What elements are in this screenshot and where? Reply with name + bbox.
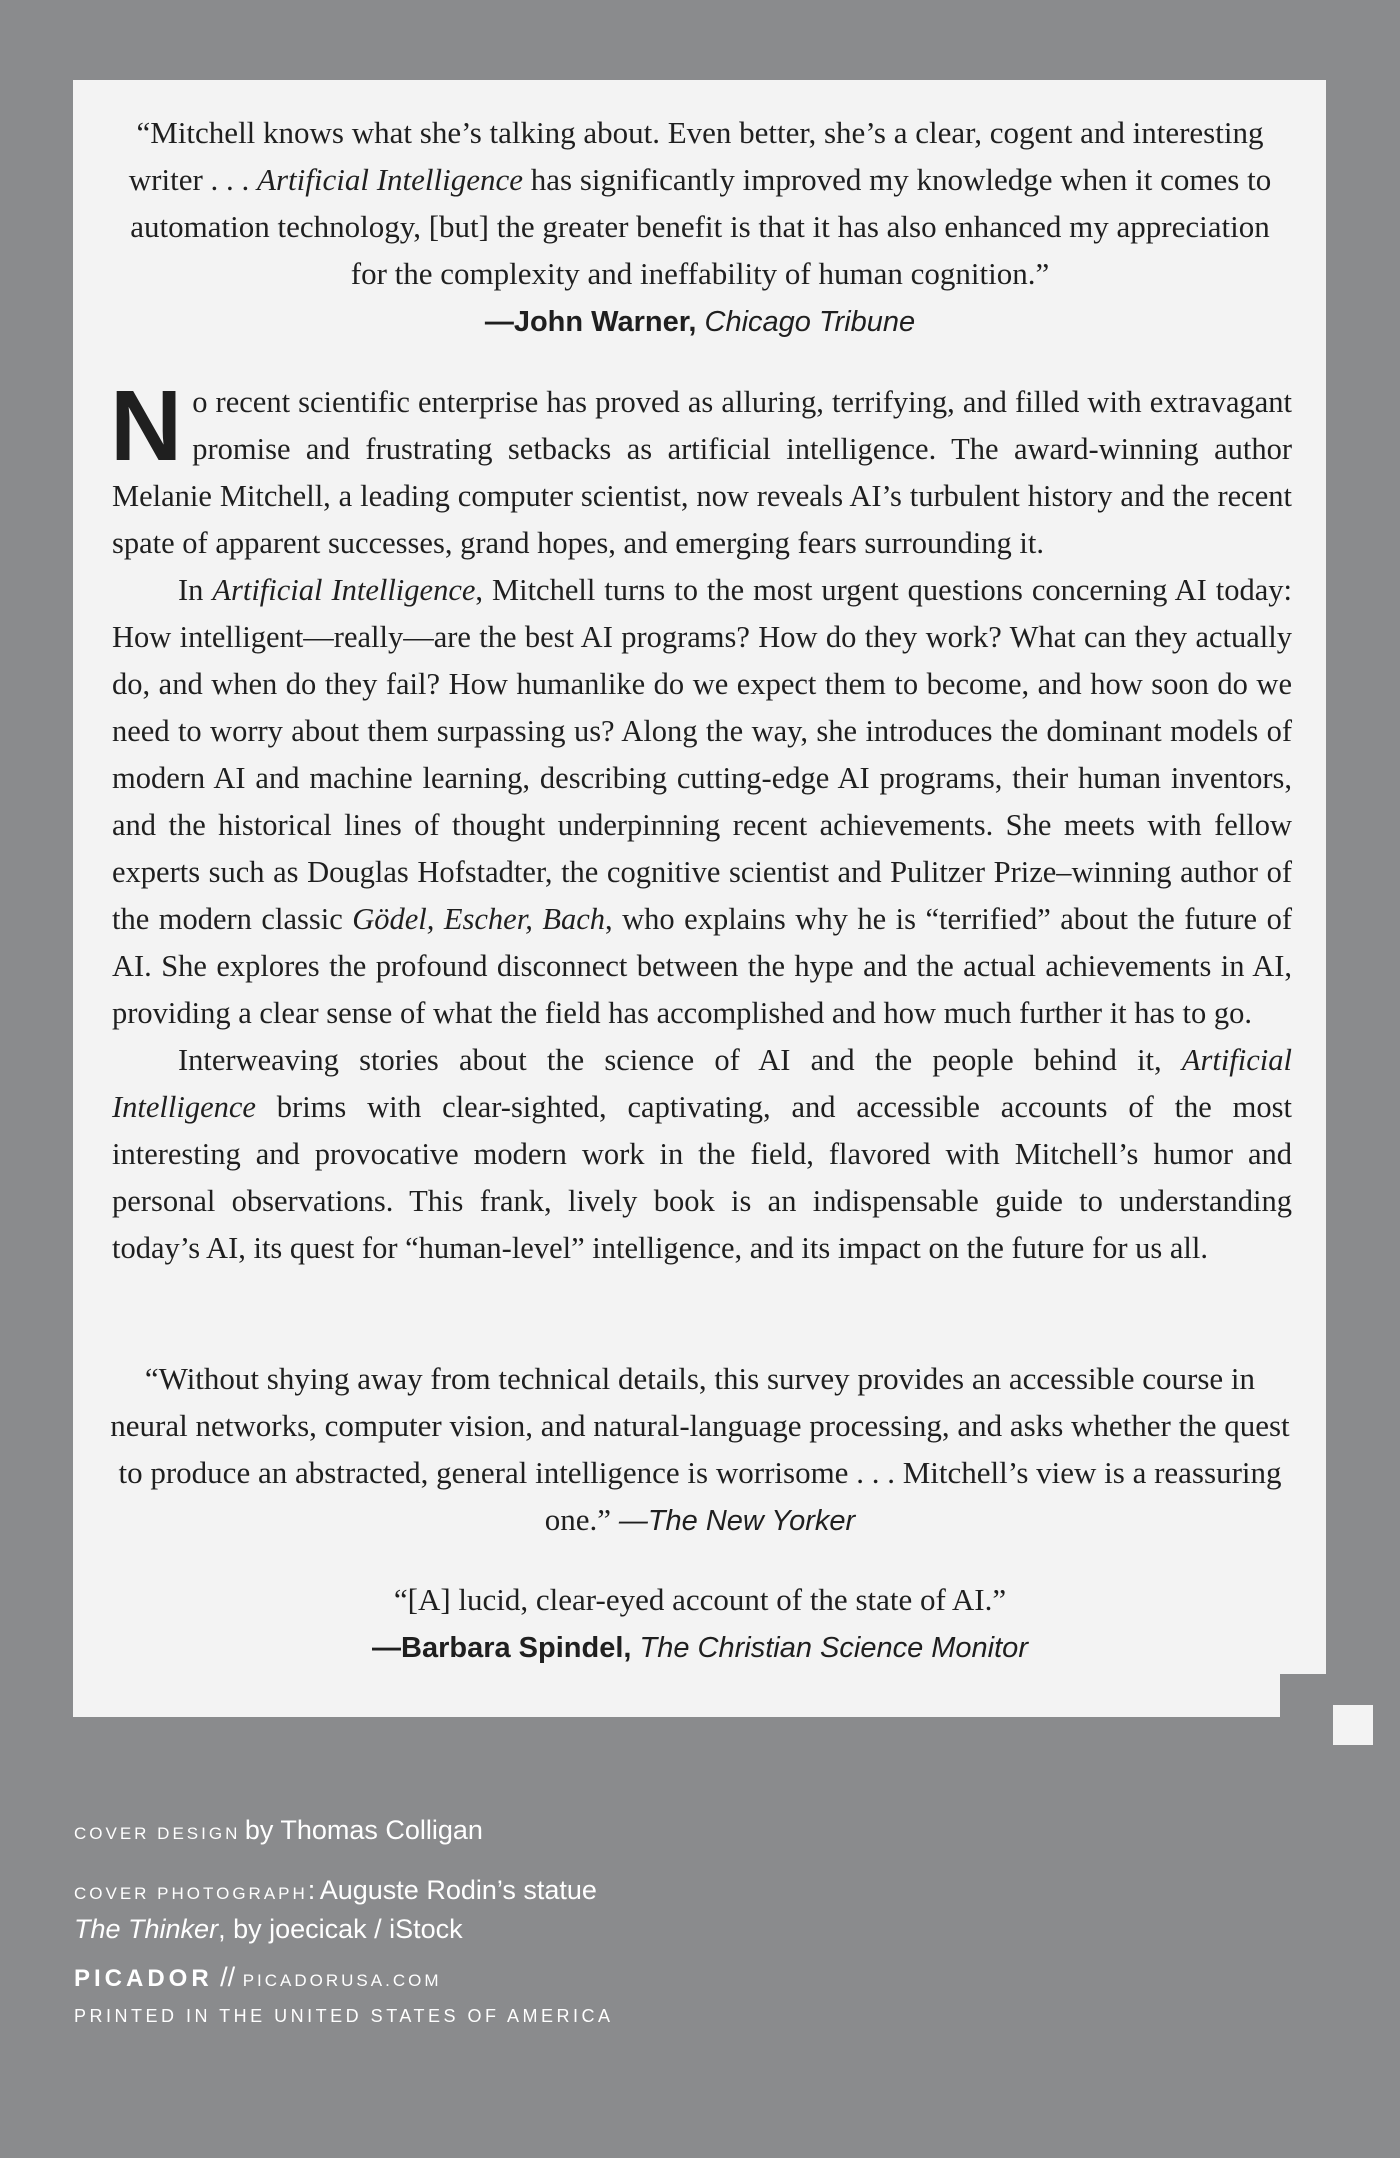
book-title: Artificial Intelligence <box>212 573 476 607</box>
blurb-source: The Christian Science Monitor <box>639 1632 1028 1664</box>
book-description <box>110 370 1293 1272</box>
separator: : <box>307 1875 316 1905</box>
book-title: Artificial Intelligence <box>257 162 524 197</box>
cover-photo-credit <box>74 1873 974 1912</box>
paragraph-text: , Mitchell turns to the most urgent questions concerning AI today: How intelligent—really—are the best AI programs? How do they work? What can they actually do, and when do they fail? How humanlike do we expect them to become, and how soon do we need to worry about them surpassing us? Along the way, she introduces the dominant models of modern AI and machine learning, describing cutting-edge AI programs, their human inventors, and the historical lines of thought underpinning recent achievements. She meets with fellow experts such as Douglas Hofstadter, the cognitive scientist and Pulitzer Prize–winning author of the modern classic <box>112 573 1292 936</box>
publisher-line <box>74 1960 974 1999</box>
blurb-chicago-tribune <box>110 109 1290 346</box>
paragraph-text: In <box>178 573 213 607</box>
publisher-url: PICADORUSA.COM <box>242 1971 442 1990</box>
credits-block <box>74 1808 974 2029</box>
description-paragraph-2 <box>112 567 1292 1037</box>
blurb-text: “Mitchell knows what she’s talking about. Even better, she’s a clear, cogent and interesting writer . . . <box>128 115 1264 197</box>
cover-photo-label: COVER PHOTOGRAPH <box>74 1884 308 1903</box>
publisher-name: PICADOR <box>74 1965 213 1992</box>
paragraph-text: , who explains why he is “terrified” about the future of AI. She explores the profound disconnect between the hype and the actual achievements in AI, providing a clear sense of what the field has accomplished and how much further it has to go. <box>112 902 1293 1030</box>
blurb-attribution <box>372 1632 1028 1664</box>
blurb-text-cont: has significantly improved my knowledge when it comes to automation technology, [but] the greater benefit is that it has also enhanced my appreciation for the complexity and ineffability of human cognition.” <box>130 162 1272 291</box>
blurb-christian-science-monitor <box>110 1576 1290 1672</box>
blurb-author: —John Warner, <box>484 306 697 338</box>
cover-design-label: COVER DESIGN <box>74 1824 241 1843</box>
blurb-text: “Without shying away from technical details, this survey provides an accessible course in neural networks, computer vision, and natural-language processing, and asks whether the quest to produce an abstracted, general intelligence is worrisome . . . Mitchell’s view is a reassuring one.” <box>110 1361 1290 1537</box>
blurb-source: —The New Yorker <box>618 1505 856 1537</box>
description-paragraph-1 <box>110 370 1292 567</box>
drop-cap: N <box>110 370 183 482</box>
cover-photo-value: Auguste Rodin’s statue <box>319 1875 597 1905</box>
decorative-square <box>1333 1705 1373 1745</box>
panel-corner-notch <box>1280 1674 1326 1717</box>
paragraph-text: o recent scientific enterprise has proved as alluring, terrifying, and filled with extravagant promise and frustrating setbacks as artificial intelligence. The award-winning author Melanie Mitchell, a leading computer scientist, now reveals AI’s turbulent history and the recent spate of apparent successes, grand hopes, and emerging fears surrounding it. <box>112 385 1292 560</box>
book-title: Artificial Intelligence <box>112 1043 1292 1124</box>
blurb-text: “[A] lucid, clear-eyed account of the state of AI.” <box>393 1582 1007 1617</box>
blurb-new-yorker <box>110 1355 1290 1545</box>
cover-design-value: by Thomas Colligan <box>244 1815 483 1845</box>
referenced-book-title: Gödel, Escher, Bach <box>352 902 606 936</box>
paragraph-text: brims with clear-sighted, captivating, and accessible accounts of the most interesting and provocative modern work in the field, flavored with Mitchell’s humor and personal observations. This frank, lively book is an indispensable guide to understanding today’s AI, its quest for “human-level” intelligence, and its impact on the future for us all. <box>112 1090 1292 1265</box>
description-paragraph-3 <box>112 1037 1292 1272</box>
cover-design-credit <box>74 1808 974 1857</box>
paragraph-text: Interweaving stories about the science of AI and the people behind it, <box>178 1043 1182 1077</box>
artwork-title: The Thinker <box>74 1914 219 1944</box>
blurb-attribution <box>485 306 915 338</box>
blurb-author: —Barbara Spindel, <box>372 1632 632 1664</box>
separator: // <box>212 1962 243 1992</box>
printed-in-notice: PRINTED IN THE UNITED STATES OF AMERICA <box>74 2006 614 2026</box>
cover-photo-credit-line-2 <box>74 1912 974 1946</box>
photo-attribution: , by joecicak / iStock <box>218 1914 463 1944</box>
blurb-source: Chicago Tribune <box>704 306 916 338</box>
